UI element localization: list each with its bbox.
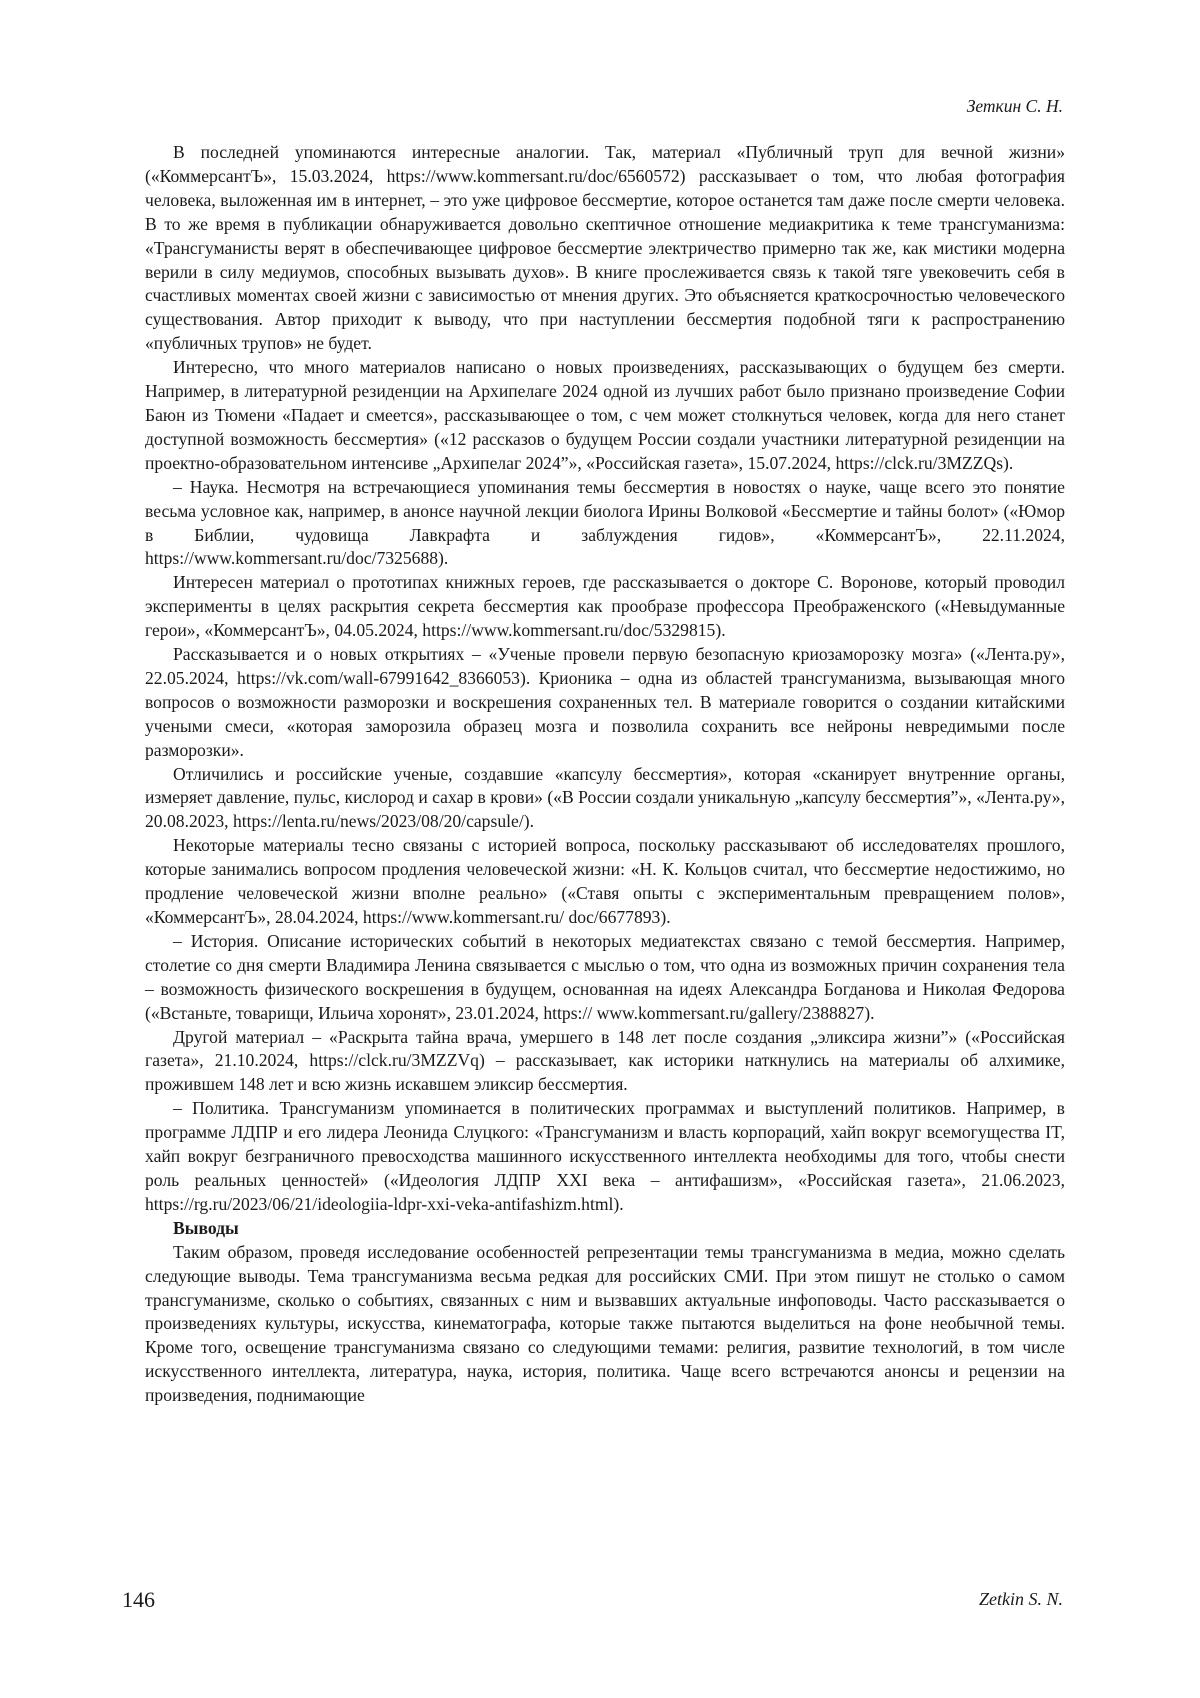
running-head-author: Зеткин С. Н. (966, 96, 1063, 116)
footer-author: Zetkin S. N. (979, 1589, 1063, 1609)
paragraph-4: Интересен материал о прототипах книжных героев, где рассказывается о докторе С. Воронове, который проводил эксперименты в целях раскрытия секрета бессмертия как прообразе профессора Преображенского («Невыдуманные герои», «КоммерсантЪ», 04.05.2024, https://www.kommersant.ru/doc/5329815). (145, 572, 1065, 641)
paragraph-6: Отличились и российские ученые, создавшие «капсулу бессмертия», которая «сканирует внутренние органы, измеряет давление, пульс, кислород и сахар в крови» («В России создали уникальную „капсулу бессмертия”», «Лента.ру», 20.08.2023, https://lenta.ru/news/2023/08/20/capsule/). (145, 763, 1066, 832)
paragraph-5: Рассказывается и о новых открытиях – «Ученые провели первую безопасную криозаморозку мозга» («Лента.ру», 22.05.2024, https://vk.com/wall-67991642_8366053). Крионика – одна из областей трансгуманизма, вызывающая много вопросов о возможности разморозки и воскрешения сохраненных тел. В материале говорится о создании китайскими учеными смеси, «которая заморозила образец мозга и позволила сохранить все нейроны невредимыми после разморозки». (145, 644, 1065, 760)
paragraph-2: Интересно, что много материалов написано о новых произведениях, рассказывающих о будущем без смерти. Например, в литературной резиденции на Архипелаге 2024 одной из лучших работ было признано произведение Софии Баюн из Тюмени «Падает и смеется», рассказывающее о том, с чем может столкнуться человек, когда для него станет доступной возможность бессмертия» («12 рассказов о будущем России создали участники литературной резиденции на проектно-образовательном интенсиве „Архипелаг 2024”», «Российская газета», 15.07.2024, https://clck.ru/3MZZQs). (145, 357, 1065, 473)
conclusion-paragraph: Таким образом, проведя исследование особенностей репрезентации темы трансгуманизма в медиа, можно сделать следующие выводы. Тема трансгуманизма весьма редкая для российских СМИ. При этом пишут не столько о самом трансгуманизме, сколько о событиях, связанных с ним и вызвавших актуальные инфоповоды. Часто рассказывается о произведениях культуры, искусства, кинематографа, которые также пытаются выделиться на фоне необычной темы. Кроме того, освещение трансгуманизма связано со следующими темами: религия, развитие технологий, в том числе искусственного интеллекта, литература, наука, история, политика. Чаще всего встречаются анонсы и рецензии на произведения, поднимающие (145, 1241, 1065, 1406)
paragraph-3: – Наука. Несмотря на встречающиеся упоминания темы бессмертия в новостях о науке, чаще всего это понятие весьма условное как, например, в анонсе научной лекции биолога Ирины Волковой «Бессмертие и тайны болот» («Юмор в Библии, чудовища Лавкрафта и заблуждения гидов», «КоммерсантЪ», 22.11.2024, https://www.kommersant.ru/doc/7325688). (145, 476, 1065, 569)
paragraph-8: – История. Описание исторических событий в некоторых медиатекстах связано с темой бессмертия. Например, столетие со дня смерти Владимира Ленина связывается с мыслью о том, что одна из возможных причин сохранения тела – возможность физического воскрешения в будущем, основанная на идеях Александра Богданова и Николая Федорова («Встаньте, товарищи, Ильича хоронят», 23.01.2024, https:// www.kommersant.ru/gallery/2388827). (145, 930, 1065, 1023)
paragraph-1: В последней упоминаются интересные аналогии. Так, материал «Публичный труп для вечной жизни» («КоммерсантЪ», 15.03.2024, https://www.kommersant.ru/doc/6560572) рассказывает о том, что любая фотография человека, выложенная им в интернет, – это уже цифровое бессмертие, которое останется там даже после смерти человека. В то же время в публикации обнаруживается довольно скептичное отношение медиакритика к теме трансгуманизма: «Трансгуманисты верят в обеспечивающее цифровое бессмертие электричество примерно так же, как мистики модерна верили в силу медиумов, способных вызывать духов». В книге прослеживается связь к такой тяге увековечить себя в счастливых моментах своей жизни с зависимостью от мнения других. Это объясняется краткосрочностью человеческого существования. Автор приходит к выводу, что при наступлении бессмертия подобной тяги к распространению «публичных трупов» не будет. (145, 142, 1065, 354)
paragraph-10: – Политика. Трансгуманизм упоминается в политических программах и выступлений политиков. Например, в программе ЛДПР и его лидера Леонида Слуцкого: «Трансгуманизм и власть корпораций, хайп вокруг всемогущества IT, хайп вокруг безграничного превосходства машинного искусственного интеллекта необходимы для того, чтобы снести роль реальных ценностей» («Идеология ЛДПР XXI века – антифашизм», «Российская газета», 21.06.2023, https://rg.ru/2023/06/21/ideologiia-ldpr-xxi-veka-antifashizm.html). (145, 1098, 1065, 1214)
section-heading-conclusions: Выводы (173, 1217, 239, 1238)
paragraph-9: Другой материал – «Раскрыта тайна врача, умершего в 148 лет после создания „эликсира жизни”» («Российская газета», 21.10.2024, https://clck.ru/3MZZVq) – рассказывает, как историки наткнулись на материалы об алхимике, прожившем 148 лет и всю жизнь искавшем эликсир бессмертия. (145, 1026, 1065, 1095)
article-body (145, 141, 1065, 1408)
page-number: 146 (122, 1587, 155, 1612)
paragraph-7: Некоторые материалы тесно связаны с историей вопроса, поскольку рассказывают об исследователях прошлого, которые занимались вопросом продления человеческой жизни: «Н. К. Кольцов считал, что бессмертие недостижимо, но продление человеческой жизни вполне реально» («Ставя опыты с экспериментальным превращением полов», «КоммерсантЪ», 28.04.2024, https://www.kommersant.ru/ doc/6677893). (145, 835, 1065, 927)
